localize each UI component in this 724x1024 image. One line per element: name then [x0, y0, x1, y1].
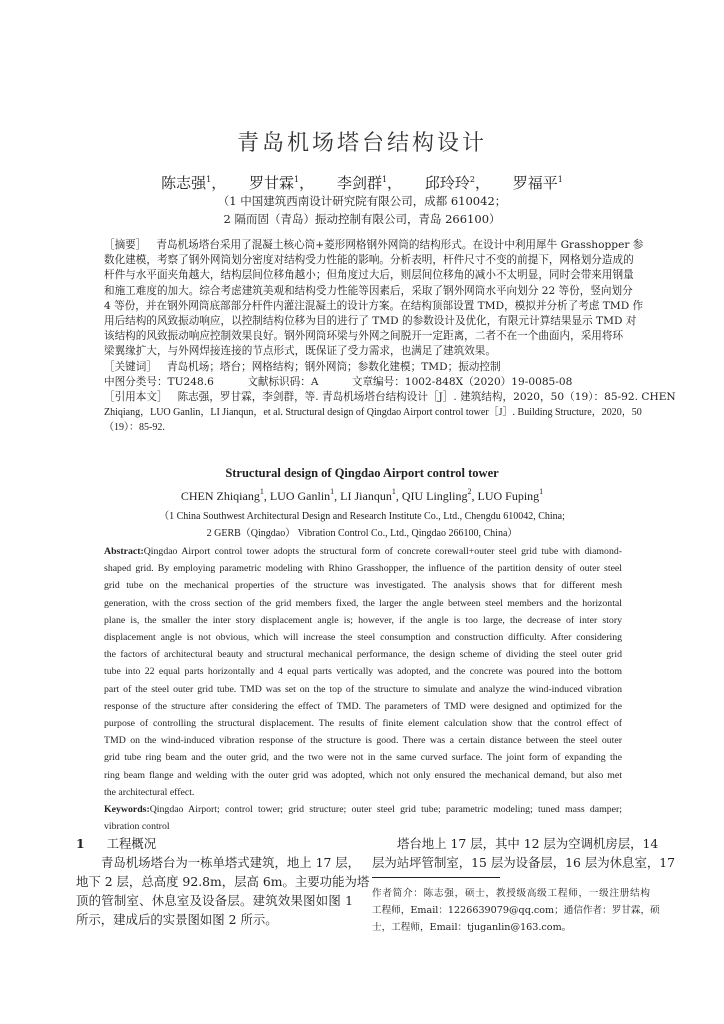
footnote-line: 工程师，Email：1226639079@qq.com；通信作者：罗甘霖，硕: [372, 905, 660, 916]
paper-title: 青岛机场塔台结构设计: [236, 131, 487, 156]
abstract-line: response of the structure after considering the effect of TMD. The parameters of TMD were designed and optimized for the: [104, 700, 622, 712]
affiliation-line: （1 中国建筑西南设计研究院有限公司，成都 610042；: [217, 194, 507, 208]
keywords-label: ［关键词］: [104, 360, 157, 373]
author-footnote: [372, 885, 660, 936]
abstract-line: ［摘要］ 青岛机场塔台采用了混凝土核心筒+菱形网格钢外网筒的结构形式。在设计中利用犀牛 Grasshopper 参: [104, 239, 644, 251]
abstract-line: shaped grid. By employing parametric modeling with Rhino Grasshopper, the influence of the partition density of outer steel: [104, 563, 622, 575]
english-affiliation-line: （1 China Southwest Architectural Design and Research Institute Co., Ltd., Chengdu 610042, China;: [159, 511, 565, 522]
abstract-label: ［摘要］: [104, 239, 147, 251]
body-line: 层为站坪管制室，15 层为设备层，16 层为休息室，17: [372, 855, 675, 870]
citation-label: ［引用本文］: [104, 391, 168, 404]
author: 邱玲玲$^2$，: [424, 174, 490, 192]
citation-lines: [104, 405, 642, 435]
body-lines: [76, 872, 370, 929]
author: LUO Fuping$^1$: [477, 487, 544, 503]
clc-number: 中图分类号：TU248.6: [104, 375, 214, 388]
abstract-en: [104, 543, 622, 835]
abstract-line: 数化建模，考察了钢外网筒划分密度对结构受力性能的影响。分析表明，杆件尺寸不变的前提下，网格划分造成的: [104, 254, 634, 267]
author: 罗福平$^1$: [512, 174, 563, 192]
section-heading: [76, 834, 156, 852]
article-number: 文章编号：1002-848X（2020）19-0085-08: [351, 375, 573, 388]
english-affiliation-line: 2 GERB（Qingdao） Vibration Control Co., Ltd., Qingdao 266100, China）: [206, 528, 518, 539]
footnote-line: 士，工程师，Email：tjuganlin@163.com。: [372, 922, 572, 933]
citation-line: （19）：85-92.: [104, 422, 165, 434]
abstract-line: displacement angle is not obvious, which will increase the steel consumption and construction difficulty. After considering: [104, 632, 622, 644]
footnote-divider: [372, 877, 500, 878]
section-number: 1: [76, 836, 85, 851]
abstract-label: Abstract:: [104, 546, 144, 557]
keywords-cn: ［关键词］ 青岛机场；塔台；网格结构；钢外网筒；参数化建模；TMD；振动控制: [104, 360, 501, 373]
abstract-line: grid tube ring beam and the outer grid, and the two were not in the same curved surface. The joint form of expanding the: [104, 752, 622, 764]
author: LI Jianqun$^1$,: [340, 487, 402, 503]
author: 李剑群$^1$，: [336, 174, 403, 192]
abstract-line: part of the steel outer grid tube. TMD was set on the top of the structure to simulate and analyze the wind-induced vibration: [104, 683, 622, 695]
footnote-lines: [372, 885, 660, 936]
abstract-line: the factors of architectural beauty and structural mechanical performance, the design scheme of dividing the steel outer grid: [104, 649, 622, 661]
abstract-line: purpose of controlling the structural displacement. The results of finite element calculation show that the control effect of: [104, 718, 622, 730]
body-line: 所示，建成后的实景图如图 2 所示。: [76, 912, 278, 927]
author: 陈志强$^1$，: [161, 174, 227, 192]
keywords-line: vibration control: [104, 821, 170, 833]
abstract-line: 和施工难度的加大。综合考虑建筑美观和结构受力性能等因素后，采取了钢外网筒水平向划分 22 等份，竖向划分: [104, 284, 633, 297]
keywords-label: Keywords:: [104, 804, 150, 816]
abstract-line: plane is, the smaller the inter story displacement angle is; however, if the angle is too large, the decrease of inter story: [104, 614, 622, 626]
abstract-line: 4 等份，并在钢外网筒底部部分杆件内灌注混凝土的设计方案。在结构顶部设置 TMD，模拟并分析了考虑 TMD 作: [104, 299, 644, 312]
body-line: 地下 2 层，总高度 92.8m，层高 6m。主要功能为塔: [76, 874, 370, 889]
citation-line: Zhiqiang，LUO Ganlin，LI Jianqun，et al. Structural design of Qingdao Airport control tower［J］. Building Structure，2020，50: [104, 407, 642, 419]
author: 罗甘霖$^1$，: [249, 174, 315, 192]
abstract-line: TMD on the wind-induced vibration response of the structure is good. There was a certain distance between the steel outer: [104, 735, 622, 747]
body-line: 顶的管制室、休息室及设备层。建筑效果图如图 1: [76, 893, 353, 908]
abstract-line: the architectural effect.: [104, 786, 195, 798]
keywords-line: Keywords:Qingdao Airport; control tower; grid structure; outer steel grid tube; parametric modeling; tuned mass damper;: [104, 804, 622, 816]
citation-line: ［引用本文］ 陈志强，罗甘霖，李剑群，等. 青岛机场塔台结构设计［J］. 建筑结构，2020，50（19）：85-92. CHEN: [104, 391, 676, 404]
english-author-list: [0, 487, 724, 504]
abstract-line: tube into 22 equal parts horizontally and 4 equal parts vertically was adopted, and the concrete was poured into the bottom: [104, 666, 622, 678]
author: CHEN Zhiqiang$^1$,: [180, 487, 270, 503]
abstract-line: grid tube on the mechanical properties of the structure was investigated. The analysis shows that for different mesh: [104, 580, 622, 592]
section-title: 工程概况: [106, 836, 157, 851]
abstract-line: ring beam flange and welding with the outer grid was adopted, which not only ensured the mechanical demand, but also met: [104, 769, 622, 781]
author: QIU Lingling$^2$,: [401, 487, 478, 503]
abstract-line: 梁翼缘扩大，与外网焊接连接的节点形式，既保证了受力需求，也满足了建筑效果。: [104, 345, 496, 358]
abstract-lines: [104, 560, 622, 801]
abstract-line: Abstract:Qingdao Airport control tower adopts the structural form of concrete corewall+outer steel grid tube with diamond-: [104, 546, 622, 557]
body-lines: [372, 853, 675, 872]
affiliation-line: 2 隔而固（青岛）振动控制有限公司，青岛 266100）: [223, 212, 501, 226]
abstract-line: 杆件与水平面夹角越大，结构层间位移角越小；但角度过大后，则层间位移角的减小不太明显，同时会带来用钢量: [104, 269, 634, 282]
body-left-column: [76, 853, 370, 929]
body-line: 塔台地上 17 层，其中 12 层为空调机房层，14: [397, 836, 659, 851]
abstract-line: 该结构的风致振动响应控制效果良好。钢外网筒环梁与外网之间脱开一定距离，二者不在一个曲面内，采用将环: [104, 330, 624, 343]
abstract-lines: [104, 253, 644, 359]
footnote-line: 作者简介：陈志强，硕士，教授级高级工程师，一级注册结构: [372, 888, 650, 899]
keywords-lines: [104, 818, 622, 835]
abstract-line: generation, with the cross section of the grid members fixed, the larger the angle between steel members and the horizontal: [104, 597, 622, 609]
document-code: 文献标识码：A: [247, 375, 319, 388]
author-list: [0, 172, 724, 193]
body-line: 青岛机场塔台为一栋单塔式建筑，地上 17 层，: [101, 855, 361, 870]
english-title: Structural design of Qingdao Airport control tower: [225, 466, 499, 480]
classification-line: [104, 375, 622, 390]
abstract-line: 用后结构的风致振动响应，以控制结构位移为目的进行了 TMD 的参数设计及优化，有限元计算结果显示 TMD 对: [104, 315, 637, 328]
author: LUO Ganlin$^1$,: [269, 487, 341, 503]
abstract-cn: [104, 238, 676, 436]
body-right-column: [372, 834, 675, 872]
